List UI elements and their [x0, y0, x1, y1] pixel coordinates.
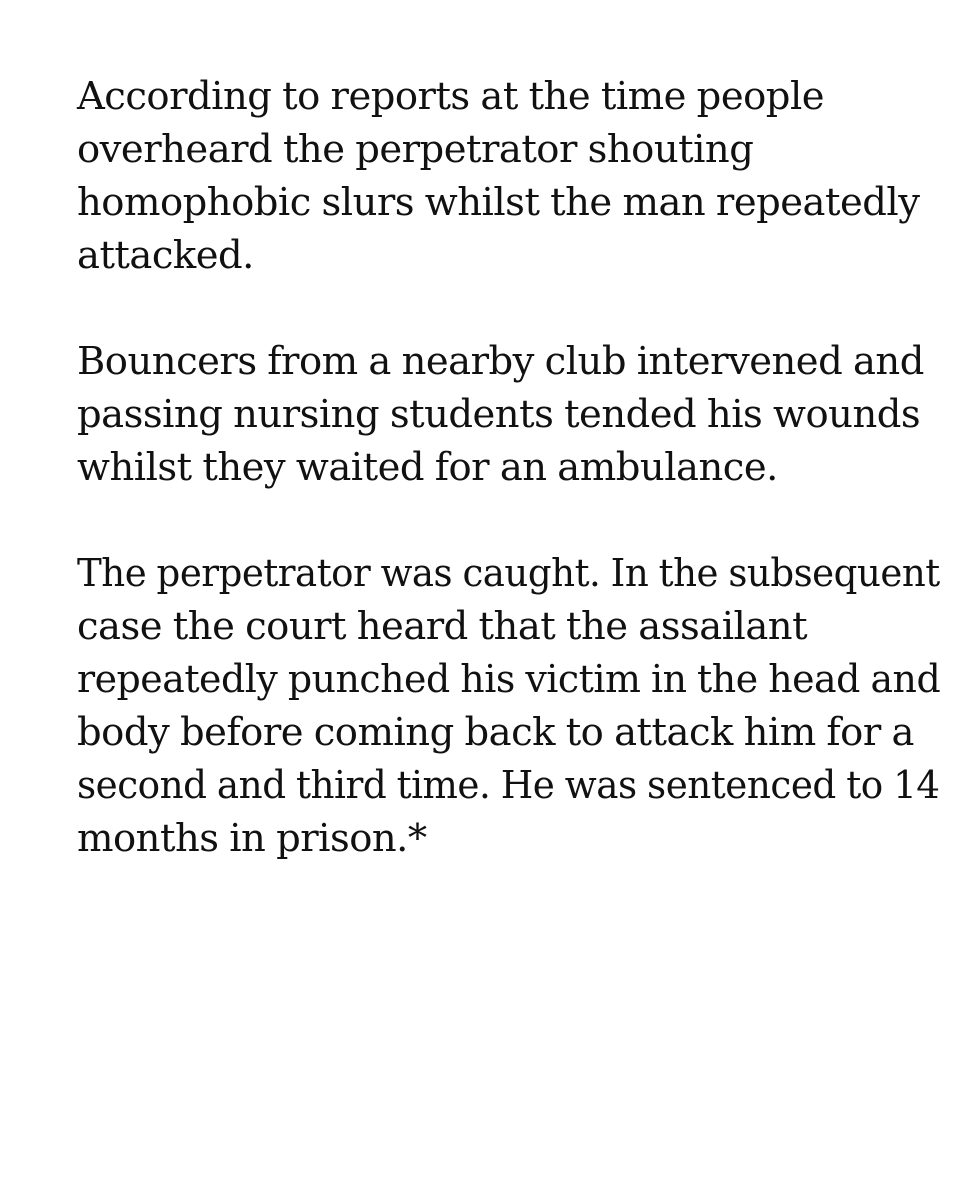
text-line: case the court heard that the assailant	[77, 604, 808, 649]
paragraph-intervention	[77, 335, 924, 494]
text-line: homophobic slurs whilst the man repeatedly	[77, 180, 920, 225]
text-line: attacked.	[77, 233, 254, 278]
paragraph-sentencing	[77, 547, 941, 865]
article-body	[77, 70, 941, 865]
text-line: months in prison.*	[77, 816, 427, 861]
text-line: Bouncers from a nearby club intervened and	[77, 339, 924, 384]
text-line: whilst they waited for an ambulance.	[77, 445, 778, 490]
text-line: passing nursing students tended his wounds	[77, 392, 921, 437]
text-line: repeatedly punched his victim in the head and	[77, 657, 941, 702]
paragraph-attack	[77, 70, 920, 282]
text-line: body before coming back to attack him for a	[77, 710, 914, 755]
text-line: The perpetrator was caught. In the subsequent	[77, 551, 940, 596]
text-line: second and third time. He was sentenced to 14	[77, 763, 940, 808]
text-line: overheard the perpetrator shouting	[77, 127, 754, 172]
text-line: According to reports at the time people	[77, 74, 825, 119]
